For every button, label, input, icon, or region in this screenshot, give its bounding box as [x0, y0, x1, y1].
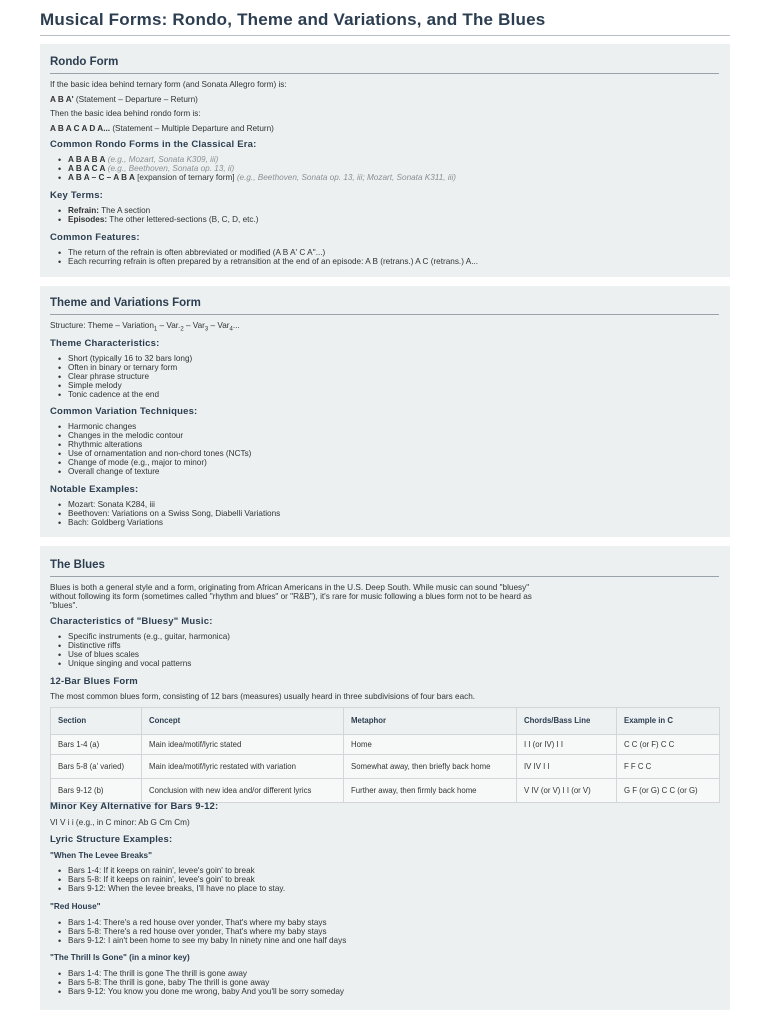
song-title: "When The Levee Breaks"	[50, 851, 152, 860]
song-title: "Red House"	[50, 902, 101, 911]
rondo-formula: A B A C A D A...	[50, 124, 111, 133]
rondo-rule	[50, 73, 719, 74]
list-item: • Bars 9-12: You know you done me wrong, baby And you'll be sorry someday	[40, 988, 344, 997]
list-item: • Specific instruments (e.g., guitar, harmonica)	[40, 633, 230, 642]
twelve-bar-intro: The most common blues form, consisting of 12 bars (measures) usually heard in three subdivisions of four bars each.	[50, 692, 476, 701]
table-cell: Somewhat away, then briefly back home	[344, 755, 517, 779]
theme-characteristics-heading: Theme Characteristics:	[50, 338, 160, 349]
list-item: • Beethoven: Variations on a Swiss Song, Diabelli Variations	[40, 510, 280, 519]
song-title: "The Thrill Is Gone" (in a minor key)	[50, 953, 190, 962]
blues-heading: The Blues	[50, 559, 105, 571]
list-item	[40, 174, 456, 183]
minor-key-heading: Minor Key Alternative for Bars 9-12:	[50, 801, 219, 812]
rondo-intro-1: If the basic idea behind ternary form (and Sonata Allegro form) is:	[50, 80, 287, 89]
page-title: Musical Forms: Rondo, Theme and Variations, and The Blues	[40, 10, 546, 29]
variation-techniques-list	[40, 423, 251, 476]
list-item: • Harmonic changes	[40, 423, 251, 432]
form-example: (e.g., Beethoven, Sonata op. 13, iii; Mozart, Sonata K311, iii)	[236, 172, 457, 182]
table-cell: Main idea/motif/lyric stated	[142, 735, 344, 755]
list-item: • Bars 5-8: There's a red house over yonder, That's where my baby stays	[40, 928, 346, 937]
common-features-list	[40, 249, 478, 267]
structure-text: – Var	[208, 321, 230, 330]
list-item: • Bach: Goldberg Variations	[40, 519, 280, 528]
rondo-forms-list	[40, 156, 456, 183]
table-cell: Main idea/motif/lyric restated with variation	[142, 755, 344, 779]
blues-intro-line-1: Blues is both a general style and a form, originating from African Americans in the U.S. Deep South. While music can sound "bluesy"	[50, 583, 530, 592]
table-cell: Conclusion with new idea and/or different lyrics	[142, 779, 344, 803]
common-features-heading: Common Features:	[50, 232, 140, 243]
structure-sub: 2	[180, 326, 184, 333]
list-item: • Tonic cadence at the end	[40, 391, 192, 400]
bluesy-characteristics-list	[40, 633, 230, 669]
title-divider	[40, 35, 730, 36]
column-header: Concept	[142, 708, 344, 735]
notable-examples-heading: Notable Examples:	[50, 484, 139, 495]
table-cell: Further away, then firmly back home	[344, 779, 517, 803]
list-item: • Bars 5-8: If it keeps on rainin', levee's goin' to break	[40, 876, 285, 885]
list-item: • Unique singing and vocal patterns	[40, 660, 230, 669]
list-item: • Short (typically 16 to 32 bars long)	[40, 355, 192, 364]
structure-sub: 4	[229, 326, 233, 333]
table-cell: G F (or G) C C (or G)	[617, 779, 720, 803]
song-lyrics-list	[40, 919, 346, 946]
aba-description: (Statement – Departure – Return)	[73, 95, 198, 104]
table-cell: Bars 1-4 (a)	[51, 735, 142, 755]
structure-sub: 3	[204, 326, 209, 333]
blues-card	[40, 546, 730, 1010]
list-item: • The return of the refrain is often abbreviated or modified (A B A' C A''...)	[40, 249, 478, 258]
table-cell: Bars 9-12 (b)	[51, 779, 142, 803]
theme-characteristics-list	[40, 355, 192, 400]
form-example: (e.g., Beethoven, Sonata op. 13, ii)	[107, 163, 235, 173]
minor-key-text: VI V i i (e.g., in C minor: Ab G Cm Cm)	[50, 818, 190, 827]
form-pattern: A B A – C – A B A	[68, 172, 135, 182]
rondo-aba-line	[50, 95, 198, 105]
table-header-row	[51, 708, 720, 735]
blues-rule	[50, 576, 719, 577]
blues-intro-line-2: without following its form (sometimes called "rhythm and blues" or "R&B"), it's rare for music following a blues form not to be heard as	[50, 592, 532, 601]
list-item: • Rhythmic alterations	[40, 441, 251, 450]
key-terms-list	[40, 207, 259, 225]
table-cell: V IV (or V) I I (or V)	[517, 779, 617, 803]
list-item: • Often in binary or ternary form	[40, 364, 192, 373]
theme-rule	[50, 314, 719, 315]
table-cell: C C (or F) C C	[617, 735, 720, 755]
structure-text: Structure: Theme – Variation	[50, 321, 154, 330]
rondo-forms-heading: Common Rondo Forms in the Classical Era:	[50, 139, 257, 150]
structure-text: – Var	[183, 321, 205, 330]
form-pattern: A B A C A	[68, 163, 106, 173]
key-terms-heading: Key Terms:	[50, 190, 104, 201]
list-item	[40, 216, 259, 225]
theme-heading: Theme and Variations Form	[50, 297, 201, 309]
theme-structure	[50, 321, 240, 335]
notable-examples-list	[40, 501, 280, 528]
variation-techniques-heading: Common Variation Techniques:	[50, 406, 198, 417]
list-item: • Changes in the melodic contour	[40, 432, 251, 441]
table-cell: Bars 5-8 (a' varied)	[51, 755, 142, 779]
list-item: • Bars 9-12: I ain't been home to see my baby In ninety nine and one half days	[40, 937, 346, 946]
table-cell: F F C C	[617, 755, 720, 779]
blues-intro-line-3: "blues".	[50, 601, 78, 610]
list-item: • Change of mode (e.g., major to minor)	[40, 459, 251, 468]
form-example: (e.g., Mozart, Sonata K309, iii)	[107, 155, 219, 164]
term-definition: The other lettered-sections (B, C, D, etc.)	[107, 214, 259, 224]
rondo-heading: Rondo Form	[50, 56, 119, 68]
term-definition: The A section	[98, 206, 151, 215]
table-cell: I I (or IV) I I	[517, 735, 617, 755]
twelve-bar-heading: 12-Bar Blues Form	[50, 676, 138, 687]
rondo-formula-line	[50, 124, 274, 134]
list-item: • Simple melody	[40, 382, 192, 391]
list-item: • Distinctive riffs	[40, 642, 230, 651]
table-row	[51, 779, 720, 803]
form-note: [expansion of ternary form]	[134, 172, 237, 182]
column-header: Metaphor	[344, 708, 517, 735]
list-item: • Each recurring refrain is often prepared by a retransition at the end of an episode: A B (retrans.) A C (retrans.) A...	[40, 258, 478, 267]
theme-variations-card	[40, 286, 730, 537]
rondo-card	[40, 44, 730, 277]
song-lyrics-list	[40, 867, 285, 894]
structure-sub: 1	[153, 326, 158, 333]
table-row	[51, 755, 720, 779]
term-name: Episodes:	[68, 214, 108, 224]
structure-text: ...	[232, 321, 240, 330]
list-item: • Use of blues scales	[40, 651, 230, 660]
list-item: • Bars 9-12: When the levee breaks, I'll have no place to stay.	[40, 885, 285, 894]
table-row	[51, 735, 720, 755]
list-item: • Clear phrase structure	[40, 373, 192, 382]
aba-formula: A B A'	[50, 95, 74, 104]
bluesy-characteristics-heading: Characteristics of "Bluesy" Music:	[50, 616, 213, 627]
twelve-bar-table	[50, 707, 720, 803]
column-header: Example in C	[617, 708, 720, 735]
list-item: • Overall change of texture	[40, 468, 251, 477]
structure-text: – Var.	[157, 321, 181, 330]
rondo-formula-description: (Statement – Multiple Departure and Return)	[110, 124, 274, 133]
lyric-structure-heading: Lyric Structure Examples:	[50, 834, 173, 845]
song-lyrics-list	[40, 970, 344, 997]
column-header: Chords/Bass Line	[517, 708, 617, 735]
list-item: • Bars 1-4: If it keeps on rainin', levee's goin' to break	[40, 867, 285, 876]
table-cell: IV IV I I	[517, 755, 617, 779]
list-item: • Bars 5-8: The thrill is gone, baby The thrill is gone away	[40, 979, 344, 988]
list-item: • Use of ornamentation and non-chord tones (NCTs)	[40, 450, 251, 459]
column-header: Section	[51, 708, 142, 735]
list-item: • Bars 1-4: The thrill is gone The thrill is gone away	[40, 970, 344, 979]
rondo-intro-2: Then the basic idea behind rondo form is:	[50, 109, 201, 118]
list-item: • Bars 1-4: There's a red house over yonder, That's where my baby stays	[40, 919, 346, 928]
table-cell: Home	[344, 735, 517, 755]
form-pattern: A B A B A	[68, 155, 106, 164]
term-name: Refrain:	[68, 206, 99, 215]
list-item: • Mozart: Sonata K284, iii	[40, 501, 280, 510]
